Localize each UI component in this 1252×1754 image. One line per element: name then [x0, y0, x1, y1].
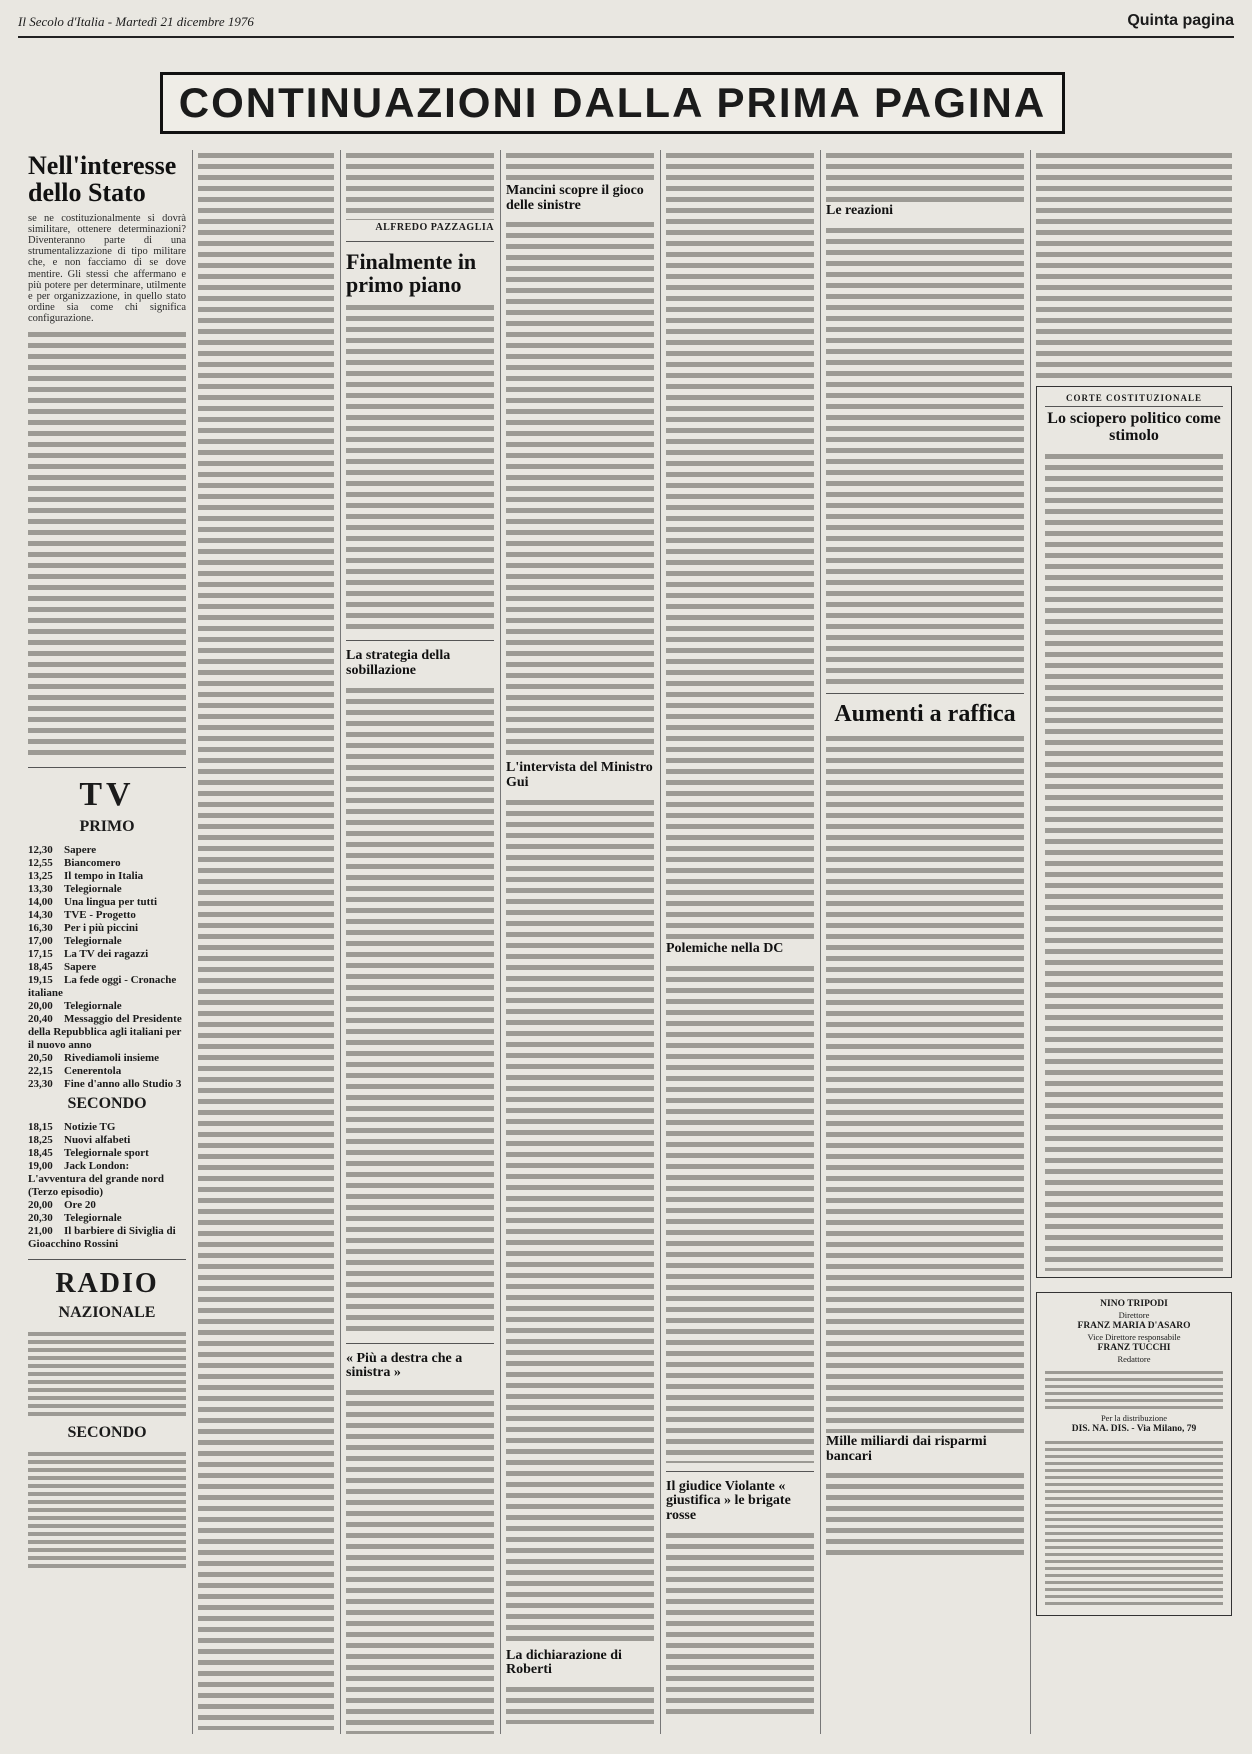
- body-text: [346, 150, 494, 220]
- column-rule: [660, 150, 661, 1734]
- body-text: [666, 1530, 814, 1720]
- body-text: [506, 150, 654, 182]
- article-title: « Più a destra che a sinistra »: [346, 1350, 463, 1381]
- column-rule: [820, 150, 821, 1734]
- column-6: [826, 150, 1024, 1734]
- body-text: [666, 963, 814, 1463]
- schedule-item: 18,25 Nuovi alfabeti: [28, 1133, 131, 1146]
- column-rule: [192, 150, 193, 1734]
- body-text: [506, 1684, 654, 1724]
- schedule-item: 12,30 Sapere: [28, 843, 97, 856]
- schedule-item: 20,30 Telegiornale: [28, 1211, 122, 1224]
- schedule-item: 20,50 Rivediamoli insieme: [28, 1051, 160, 1064]
- sciopero-box: [1036, 386, 1232, 1278]
- article-title: La strategia della sobillazione: [346, 648, 451, 678]
- column-rule: [340, 150, 341, 1734]
- column-rule: [1030, 150, 1031, 1734]
- section-kicker: CORTE COSTITUZIONALE: [1045, 393, 1223, 407]
- byline: ALFREDO PAZZAGLIA: [375, 222, 494, 233]
- body-text: [666, 150, 814, 940]
- article-title: Il giudice Violante « giustifica » le brigate rosse: [666, 1478, 791, 1524]
- tv-secondo-label: SECONDO: [67, 1094, 147, 1112]
- body-text: [28, 1330, 186, 1420]
- schedule-item: 13,30 Telegiornale: [28, 882, 122, 895]
- schedule-item: 23,30 Fine d'anno allo Studio 3: [28, 1077, 182, 1090]
- body-text: [346, 685, 494, 1335]
- article-title: Mancini scopre il gioco delle sinistre: [506, 183, 644, 213]
- schedule-item: 22,15 Cenerentola: [28, 1064, 122, 1077]
- article-title: Mille miliardi dai risparmi bancari: [826, 1433, 987, 1464]
- schedule-item: 17,15 La TV dei ragazzi: [28, 947, 149, 960]
- masthead-date: Il Secolo d'Italia - Martedì 21 dicembre 1976: [18, 14, 254, 29]
- masthead: [18, 10, 1234, 38]
- article-title: Aumenti a raffica: [834, 700, 1016, 727]
- radio-nazionale-label: NAZIONALE: [58, 1303, 156, 1321]
- body-text: [346, 1387, 494, 1734]
- body-text: [28, 329, 186, 759]
- schedule-item: 20,00 Ore 20: [28, 1198, 96, 1211]
- tv-title: TV: [79, 775, 135, 813]
- article-title: Le reazioni: [826, 203, 894, 218]
- article-title: Polemiche nella DC: [666, 941, 784, 956]
- body-text: [826, 1470, 1024, 1560]
- article-title: Lo sciopero politico come stimolo: [1047, 410, 1221, 444]
- schedule-item: 19,15 La fede oggi - Cronache italiane: [28, 973, 177, 999]
- schedule-item: 14,30 TVE - Progetto: [28, 908, 136, 921]
- column-7: [1036, 150, 1232, 1734]
- schedule-item: 12,55 Biancomero: [28, 856, 121, 869]
- schedule-item: 18,15 Notizie TG: [28, 1120, 116, 1133]
- tv-primo-schedule: [28, 844, 186, 1091]
- column-rule: [500, 150, 501, 1734]
- body-text: [506, 219, 654, 759]
- body-text: [826, 225, 1024, 685]
- article-title: L'intervista del Ministro Gui: [506, 760, 653, 791]
- schedule-item: 18,45 Sapere: [28, 960, 97, 973]
- schedule-item: 18,45 Telegiornale sport: [28, 1146, 149, 1159]
- body-text: [506, 797, 654, 1647]
- body-text: [346, 302, 494, 632]
- article-title: La dichiarazione di Roberti: [506, 1647, 622, 1678]
- schedule-item: 20,00 Telegiornale: [28, 999, 122, 1012]
- column-3: [346, 150, 494, 1734]
- body-text: [198, 150, 334, 1730]
- schedule-item: 20,40 Messaggio del Presidente della Repubblica agli italiani per il nuovo anno: [28, 1012, 182, 1051]
- article-lead: se ne costituzionalmente si dovrà similitare, ottenere determinazioni? Diventeranno parte di una strumentalizzazione di tipo militare che, e non facciamo di se dove mentire. Gli stessi che affermano e più potere per determinare, utilmente e per organizzazione, in quello stato ordine sia come chi significa configurazione.: [28, 212, 186, 325]
- article-title: Finalmente in primo piano: [346, 249, 477, 298]
- body-text: [826, 150, 1024, 202]
- column-1: [28, 150, 186, 1734]
- radio-title: RADIO: [55, 1267, 159, 1299]
- radio-secondo-label: SECONDO: [67, 1423, 147, 1441]
- column-2: [198, 150, 334, 1734]
- page-banner: CONTINUAZIONI DALLA PRIMA PAGINA: [160, 72, 1065, 134]
- body-text: [1036, 150, 1232, 380]
- schedule-item: 17,00 Telegiornale: [28, 934, 122, 947]
- schedule-item: 19,00 Jack London: L'avventura del grande nord (Terzo episodio): [28, 1159, 164, 1198]
- schedule-item: 14,00 Una lingua per tutti: [28, 895, 158, 908]
- column-4: [506, 150, 654, 1734]
- body-text: [28, 1450, 186, 1570]
- body-text: [1045, 451, 1223, 1271]
- tv-primo-label: PRIMO: [79, 817, 135, 835]
- tv-secondo-schedule: [28, 1121, 186, 1251]
- article-title: Nell'interesse dello Stato: [28, 151, 177, 208]
- page-label: Quinta pagina: [1127, 12, 1234, 29]
- schedule-item: 21,00 Il barbiere di Siviglia di Gioacchino Rossini: [28, 1224, 176, 1250]
- schedule-item: 13,25 Il tempo in Italia: [28, 869, 144, 882]
- body-text: [826, 733, 1024, 1433]
- impressum: NINO TRIPODI Direttore FRANZ MARIA D'ASARO Vice Direttore responsabile FRANZ TUCCHI Redattore Per la distribuzione DIS. NA. DIS. - Via Milano, 79: [1036, 1292, 1232, 1616]
- column-5: [666, 150, 814, 1734]
- schedule-item: 16,30 Per i più piccini: [28, 921, 139, 934]
